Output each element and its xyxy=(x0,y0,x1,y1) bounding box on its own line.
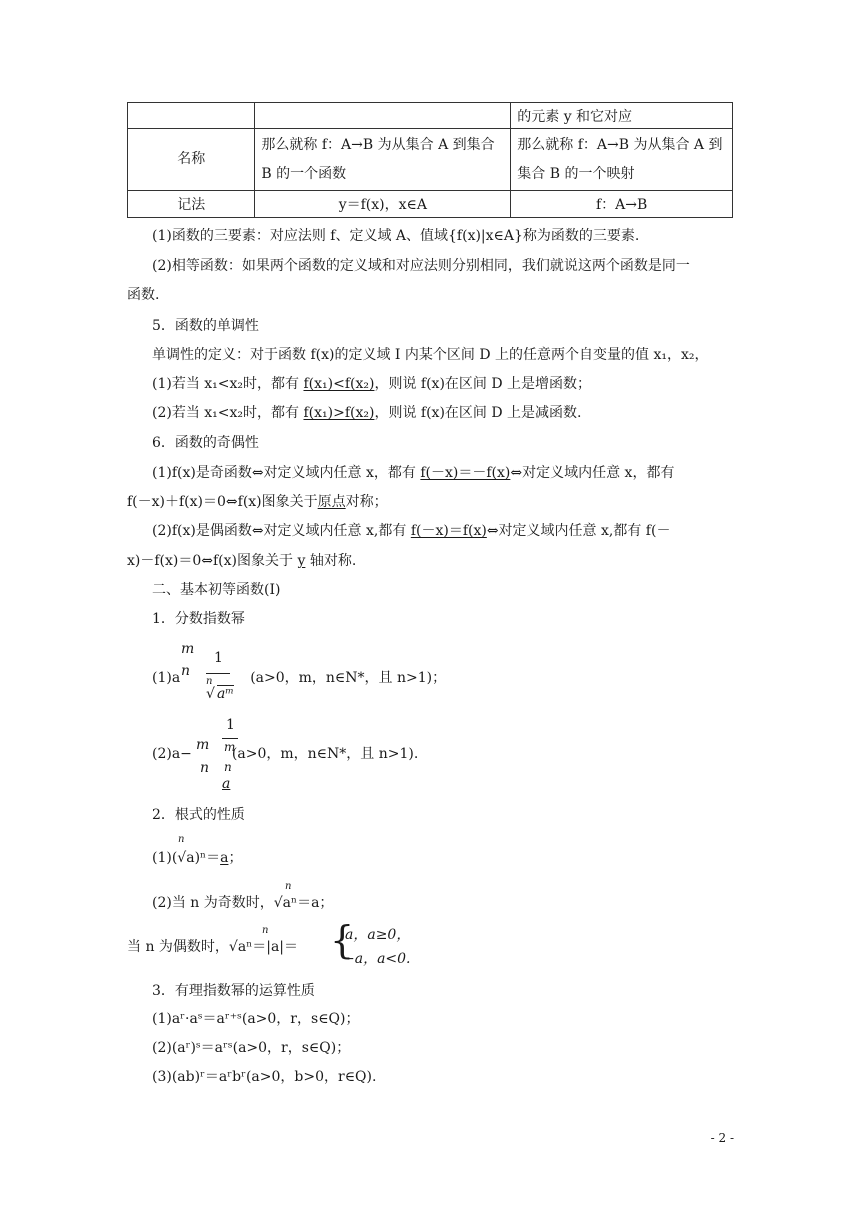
root-index: n xyxy=(285,881,292,892)
radical-sign: √ xyxy=(228,939,238,955)
case-line: a，a≥0， xyxy=(345,927,411,943)
fraction-bar xyxy=(222,738,238,739)
text-line: (2)相等函数：如果两个函数的定义域和对应法则分别相同，我们就说这两个函数是同一 xyxy=(152,258,690,274)
page-number: - 2 - xyxy=(710,1131,734,1145)
text-line: (1)函数的三要素：对应法则 f、定义域 A、值域{f(x)|x∈A}称为函数的三要素. xyxy=(152,228,640,244)
text-line: (1)f(x)是奇函数⇔对定义域内任意 x，都有 f(－x)＝－f(x)⇔对定义域内任意 x，都有 xyxy=(152,465,675,481)
frac-numerator: 1 xyxy=(226,717,235,733)
exp-m: m xyxy=(224,740,236,754)
root-index: n xyxy=(178,834,185,845)
formula-line: (1)(√a)ⁿ＝a； xyxy=(152,850,243,866)
text-line: (2)若当 x₁<x₂时，都有 f(x₁)>f(x₂)，则说 f(x)在区间 D 上是减函数. xyxy=(152,405,582,421)
section-heading: 5．函数的单调性 xyxy=(152,318,259,334)
text-line: (2)f(x)是偶函数⇔对定义域内任意 x,都有 f(－x)＝f(x)⇔对定义域内任意 x,都有 f(－ xyxy=(152,523,671,539)
text-line: 单调性的定义：对于函数 f(x)的定义域 I 内某个区间 D 上的任意两个自变量的值 x₁，x₂， xyxy=(152,347,709,363)
table-cell: f：A→B xyxy=(511,191,733,218)
brace: { xyxy=(330,918,355,962)
table-cell xyxy=(255,103,511,129)
text-line: f(－x)＋f(x)＝0⇔f(x)图象关于原点对称； xyxy=(127,494,388,510)
formula-line: (2)(aʳ)ˢ＝aʳˢ(a>0，r，s∈Q)； xyxy=(152,1040,351,1056)
root-index: n xyxy=(262,925,269,936)
case-line: −a，a<0. xyxy=(343,951,411,967)
section-heading: 3．有理指数幂的运算性质 xyxy=(152,983,315,999)
radical-sign: √ xyxy=(273,895,283,911)
radical-sign: √ xyxy=(177,850,187,866)
text-line: (1)若当 x₁<x₂时，都有 f(x₁)<f(x₂)，则说 f(x)在区间 D 上是增函数； xyxy=(152,376,592,392)
table-row-label: 记法 xyxy=(128,191,255,218)
formula-line: 当 n 为偶数时，√aⁿ＝|a|＝ xyxy=(127,939,299,955)
exp-m: m xyxy=(181,641,195,657)
text-line: 函数. xyxy=(127,287,160,303)
section-heading: 2．根式的性质 xyxy=(152,807,245,823)
table-cell: 那么就称 f：A→B 为从集合 A 到集合 B 的一个映射 xyxy=(511,129,733,191)
section-heading: 二、基本初等函数(Ⅰ) xyxy=(152,582,281,598)
table-cell xyxy=(128,103,255,129)
radical-sign: √ xyxy=(206,686,215,702)
base-a: a xyxy=(222,776,231,792)
formula-line: (3)(ab)ʳ＝aʳbʳ(a>0，b>0，r∈Q). xyxy=(152,1069,377,1085)
text-line: x)－f(x)＝0⇔f(x)图象关于 y 轴对称. xyxy=(127,553,357,569)
formula-line: (1)a (a>0，m，n∈N*，且 n>1)； xyxy=(152,670,447,686)
exp-n: n xyxy=(224,760,232,774)
exp-n: n xyxy=(181,663,191,679)
table-cell: 那么就称 f：A→B 为从集合 A 到集合 B 的一个函数 xyxy=(255,129,511,191)
formula-line: (1)aʳ·aˢ＝aʳ⁺ˢ(a>0，r，s∈Q)； xyxy=(152,1011,360,1027)
table-cell: y＝f(x)，x∈A xyxy=(255,191,511,218)
table-cell: 的元素 y 和它对应 xyxy=(511,103,733,129)
formula-line: (2)a− (a>0，m，n∈N*，且 n>1). xyxy=(152,746,419,762)
exp-n: n xyxy=(200,760,210,776)
section-heading: 6．函数的奇偶性 xyxy=(152,435,259,451)
frac-numerator: 1 xyxy=(214,650,223,666)
definition-table xyxy=(127,102,733,218)
radicand: aᵐ xyxy=(217,686,234,702)
section-heading: 1．分数指数幂 xyxy=(152,611,245,627)
formula-line: (2)当 n 为奇数时，√aⁿ＝a； xyxy=(152,895,334,911)
exp-m: m xyxy=(196,737,210,753)
fraction-bar xyxy=(206,673,230,674)
table-row-label: 名称 xyxy=(128,129,255,191)
root-index: n xyxy=(206,676,213,687)
